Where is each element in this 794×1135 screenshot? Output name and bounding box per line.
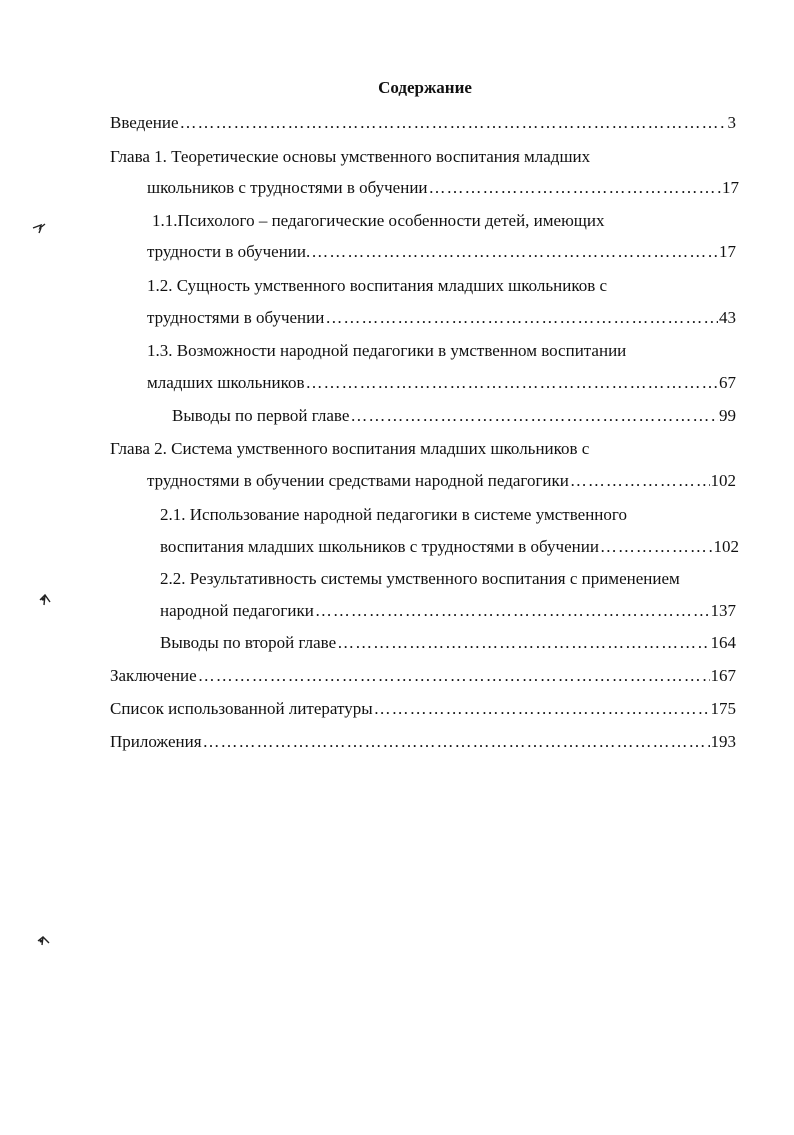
dot-leader [374,698,710,720]
toc-entry-label: Приложения [110,732,202,751]
toc-entry-label: Заключение [110,666,197,685]
toc-entry-appendix [110,731,736,753]
toc-entry-conclusion [110,665,736,687]
toc-section-1-1-title: 1.1.Психолого – педагогические особенности детей, имеющих [152,211,605,230]
dot-leader [198,665,710,687]
dot-leader [600,536,713,558]
toc-entry-label: воспитания младших школьников с трудностями в обучении [160,537,599,556]
toc-section-2-2-title: 2.2. Результативность системы умственного воспитания с применением [160,569,680,588]
toc-entry-label: школьников с трудностями в обучении [147,178,428,197]
toc-page-number: 102 [713,537,739,556]
toc-page-number: 3 [727,113,736,132]
toc-section-1-2-title: 1.2. Сущность умственного воспитания младших школьников с [147,276,608,295]
toc-page-number: 164 [710,633,736,652]
toc-section-2-1-title: 2.1. Использование народной педагогики в системе умственного [160,505,627,524]
toc-entry-label: Список использованной литературы [110,699,373,718]
toc-entry-label: Введение [110,113,179,132]
toc-page-number: 17 [719,242,736,261]
toc-entry-label: народной педагогики [160,601,314,620]
dot-leader [429,177,721,199]
binding-hole-mark-icon [38,593,52,607]
toc-entry-section-1-2 [147,307,736,329]
binding-hole-mark-icon [37,935,51,947]
dot-leader [306,372,719,394]
toc-page-number: 17 [722,178,739,197]
toc-page-number: 167 [710,666,736,685]
toc-entry-section-2-1 [160,536,739,558]
dot-leader [570,470,710,492]
toc-entry-section-2-2 [160,600,736,622]
dot-leader [350,405,718,427]
toc-entry-label: трудностями в обучении средствами народной педагогики [147,471,569,490]
toc-entry-label: младших школьников [147,373,305,392]
dot-leader [180,112,727,134]
toc-entry-chapter-2 [147,470,736,492]
toc-entry-label: трудности в обучении. [147,242,311,261]
dot-leader [325,307,718,329]
dot-leader [203,731,710,753]
toc-section-1-3-title: 1.3. Возможности народной педагогики в умственном воспитании [147,341,627,360]
toc-page-number: 43 [719,308,736,327]
toc-entry-conclusions-1 [172,405,736,427]
toc-entry-label: трудностями в обучении [147,308,325,327]
toc-chapter-2-title: Глава 2. Система умственного воспитания младших школьников с [110,439,590,458]
toc-page-number: 102 [710,471,736,490]
toc-entry-label: Выводы по второй главе [160,633,337,652]
dot-leader [337,632,709,654]
toc-entry-section-1-1 [147,241,736,263]
toc-entry-references [110,698,736,720]
toc-entry-chapter-1 [147,177,739,199]
toc-page-number: 175 [710,699,736,718]
toc-chapter-1-title: Глава 1. Теоретические основы умственного воспитания младших [110,147,591,166]
toc-page-number: 99 [719,406,736,425]
toc-page-number: 67 [719,373,736,392]
dot-leader [315,600,710,622]
toc-entry-conclusions-2 [160,632,736,654]
toc-entry-section-1-3 [147,372,736,394]
toc-page-number: 193 [710,732,736,751]
toc-title: Содержание [378,78,472,97]
toc-entry-label: Выводы по первой главе [172,406,350,425]
toc-entry-intro [110,112,736,134]
binding-hole-mark-icon [32,222,46,234]
dot-leader [311,241,718,263]
toc-page-number: 137 [710,601,736,620]
